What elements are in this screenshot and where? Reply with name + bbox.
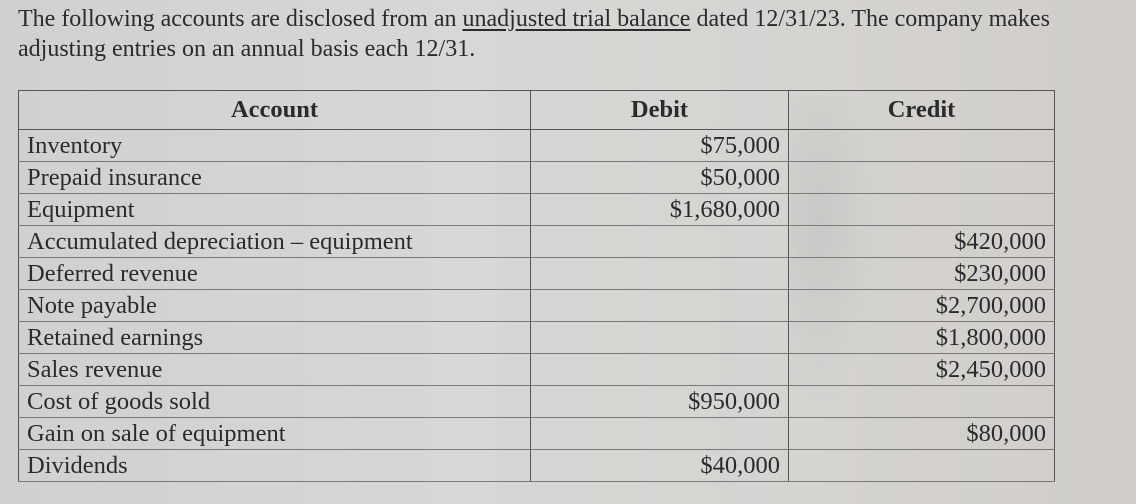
account-cell: Prepaid insurance [19, 162, 531, 194]
intro-paragraph [18, 4, 1128, 64]
credit-cell [789, 194, 1055, 226]
account-cell: Dividends [19, 450, 531, 482]
credit-cell [789, 450, 1055, 482]
account-cell: Cost of goods sold [19, 386, 531, 418]
credit-cell: $1,800,000 [789, 322, 1055, 354]
debit-cell [531, 290, 789, 322]
account-cell: Gain on sale of equipment [19, 418, 531, 450]
intro-text-start: The following accounts are disclosed from an [18, 6, 463, 32]
account-cell: Equipment [19, 194, 531, 226]
credit-cell [789, 162, 1055, 194]
credit-cell [789, 130, 1055, 162]
debit-cell [531, 354, 789, 386]
table-row [19, 322, 1055, 354]
table-row [19, 194, 1055, 226]
table-row [19, 450, 1055, 482]
table-header-row [19, 91, 1055, 130]
account-cell: Accumulated depreciation – equipment [19, 226, 531, 258]
header-debit: Debit [531, 91, 789, 130]
debit-cell: $950,000 [531, 386, 789, 418]
debit-cell [531, 258, 789, 290]
table-row [19, 290, 1055, 322]
credit-cell: $80,000 [789, 418, 1055, 450]
account-cell: Deferred revenue [19, 258, 531, 290]
debit-cell: $40,000 [531, 450, 789, 482]
account-cell: Note payable [19, 290, 531, 322]
table-row [19, 354, 1055, 386]
table-row [19, 258, 1055, 290]
table-row [19, 130, 1055, 162]
credit-cell [789, 386, 1055, 418]
intro-underlined-text: unadjusted trial balance [462, 6, 691, 32]
debit-cell: $50,000 [531, 162, 789, 194]
debit-cell [531, 322, 789, 354]
debit-cell [531, 418, 789, 450]
credit-cell: $2,700,000 [789, 290, 1055, 322]
trial-balance-table [18, 90, 1055, 482]
account-cell: Sales revenue [19, 354, 531, 386]
table-body [19, 130, 1055, 482]
table-row [19, 162, 1055, 194]
intro-text-end: dated 12/31/23. The company makes adjusting entries on an annual basis each 12/31. [18, 6, 1050, 62]
account-cell: Inventory [19, 130, 531, 162]
header-credit: Credit [789, 91, 1055, 130]
credit-cell: $2,450,000 [789, 354, 1055, 386]
table-row [19, 418, 1055, 450]
table-row [19, 226, 1055, 258]
credit-cell: $230,000 [789, 258, 1055, 290]
debit-cell: $1,680,000 [531, 194, 789, 226]
table-row [19, 386, 1055, 418]
account-cell: Retained earnings [19, 322, 531, 354]
debit-cell [531, 226, 789, 258]
debit-cell: $75,000 [531, 130, 789, 162]
credit-cell: $420,000 [789, 226, 1055, 258]
header-account: Account [19, 91, 531, 130]
